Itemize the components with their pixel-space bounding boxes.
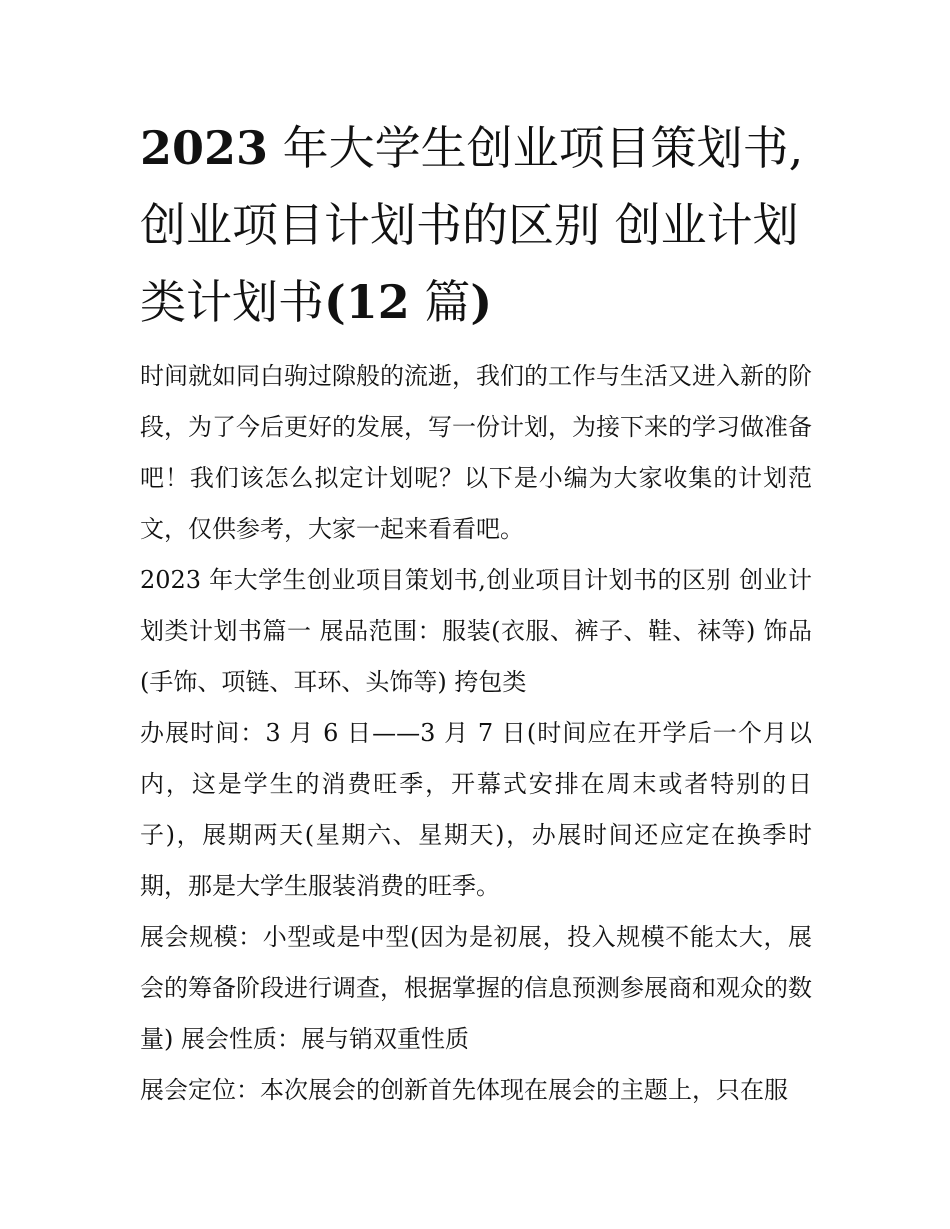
document-title bbox=[140, 110, 812, 341]
exhibit-scope-paragraph: 2023 年大学生创业项目策划书,创业项目计划书的区别 创业计划类计划书篇一 展品范围：服装(衣服、裤子、鞋、袜等) 饰品(手饰、项链、耳环、头饰等) 挎包类 bbox=[140, 566, 812, 696]
title-unit: 篇 bbox=[424, 275, 471, 329]
exhibit-time-paragraph: 办展时间：3 月 6 日——3 月 7 日(时间应在开学后一个月以内，这是学生的消费旺季，开幕式安排在周末或者特别的日子)，展期两天(星期六、星期天)，办展时间还应定在换季时期，那是大学生服装消费的旺季。 bbox=[140, 719, 812, 900]
intro-paragraph: 时间就如同白驹过隙般的流逝，我们的工作与生活又进入新的阶段，为了今后更好的发展，写一份计划，为接下来的学习做准备吧！我们该怎么拟定计划呢？以下是小编为大家收集的计划范文，仅供参考，大家一起来看看吧。 bbox=[140, 362, 812, 543]
title-main-text: 年大学生创业项目策划书,创业项目计划书的区别 创业计划类计划书 bbox=[140, 121, 804, 329]
title-year: 2023 bbox=[140, 121, 269, 175]
document-page bbox=[140, 110, 812, 1116]
title-close-paren: ) bbox=[470, 275, 493, 329]
exhibit-positioning-paragraph: 展会定位：本次展会的创新首先体现在展会的主题上，只在服 bbox=[140, 1076, 788, 1104]
title-count: (12 bbox=[324, 275, 410, 329]
exhibit-scale-paragraph: 展会规模：小型或是中型(因为是初展，投入规模不能太大，展会的筹备阶段进行调查，根据掌握的信息预测参展商和观众的数量) 展会性质：展与销双重性质 bbox=[140, 923, 812, 1053]
